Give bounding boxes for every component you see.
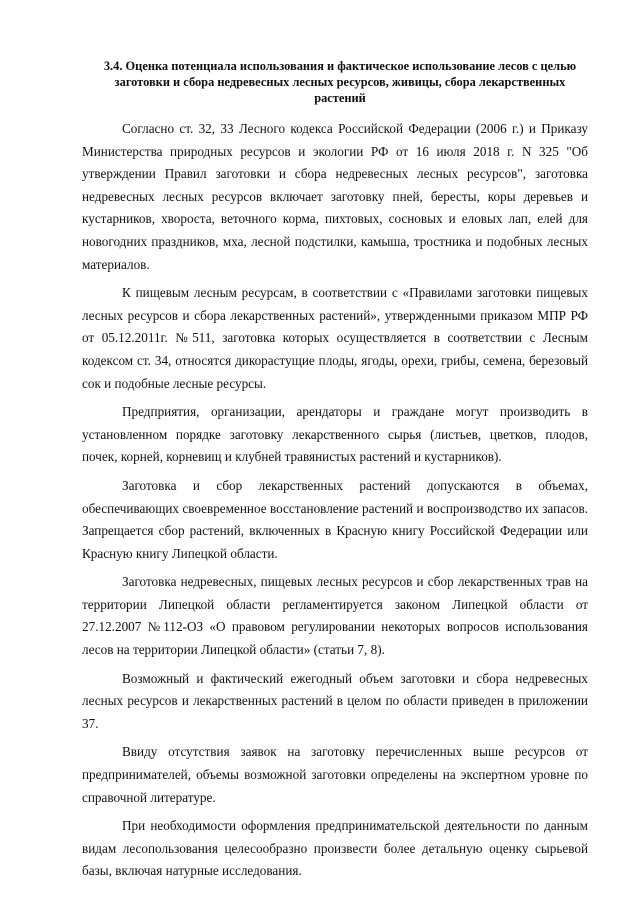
- paragraph-medicinal-raw: Предприятия, организации, арендаторы и граждане могут производить в установленном порядке заготовку лекарственного сырья (листьев, цветков, плодов, почек, корней, корневищ и клубней травянистых растений и кустарников).: [82, 404, 588, 465]
- paragraph-no-applications: Ввиду отсутствия заявок на заготовку перечисленных выше ресурсов от предпринимателей, объемы возможной заготовки определены на экспертном уровне по справочной литературе.: [82, 744, 588, 805]
- paragraph-food-resources: К пищевым лесным ресурсам, в соответствии с «Правилами заготовки пищевых лесных ресурсов и сбора лекарственных растений», утвержденными приказом МПР РФ от 05.12.2011г. №511, заготовка которых осуществляется в соответствии с Лесным кодексом ст. 34, относятся дикорастущие плоды, ягоды, орехи, грибы, семена, березовый сок и подобные лесные ресурсы.: [82, 285, 588, 391]
- paragraph-annual-volume: Возможный и фактический ежегодный объем заготовки и сбора недревесных лесных ресурсов и лекарственных растений в целом по области приведен в приложении 37.: [82, 670, 588, 731]
- paragraph-regional-law: Заготовка недревесных, пищевых лесных ресурсов и сбор лекарственных трав на территории Липецкой области регламентируется законом Липецкой области от 27.12.2007 №112-ОЗ «О правовом регулировании некоторых вопросов использования лесов на территории Липецкой области» (статьи 7, 8).: [82, 574, 588, 658]
- section-heading: 3.4. Оценка потенциала использования и фактическое использование лесов с целью заготовки и сбора недревесных лесных ресурсов, живицы, сбора лекарственных растений: [103, 59, 577, 105]
- paragraph-detailed-assessment: При необходимости оформления предпринимательской деятельности по данным видам лесопользования целесообразно произвести более детальную оценку сырьевой базы, включая натурные исследования.: [82, 818, 588, 879]
- paragraph-forest-code: Согласно ст. 32, 33 Лесного кодекса Российской Федерации (2006 г.) и Приказу Министерства природных ресурсов и экологии РФ от 16 июля 2018 г. N 325 "Об утверждении Правил заготовки и сбора недревесных лесных ресурсов", заготовка недревесных лесных ресурсов включает заготовку пней, бересты, коры деревьев и кустарников, хвороста, веточного корма, пихтовых, сосновых и еловых лап, елей для новогодних праздников, мха, лесной подстилки, камыша, тростника и подобных лесных материалов.: [82, 121, 588, 272]
- document-body: [82, 118, 588, 889]
- paragraph-harvest-volumes: Заготовка и сбор лекарственных растений допускаются в объемах, обеспечивающих своевременное восстановление растений и воспроизводство их запасов. Запрещается сбор растений, включенных в Красную книгу Российской Федерации или Красную книгу Липецкой области.: [82, 477, 588, 561]
